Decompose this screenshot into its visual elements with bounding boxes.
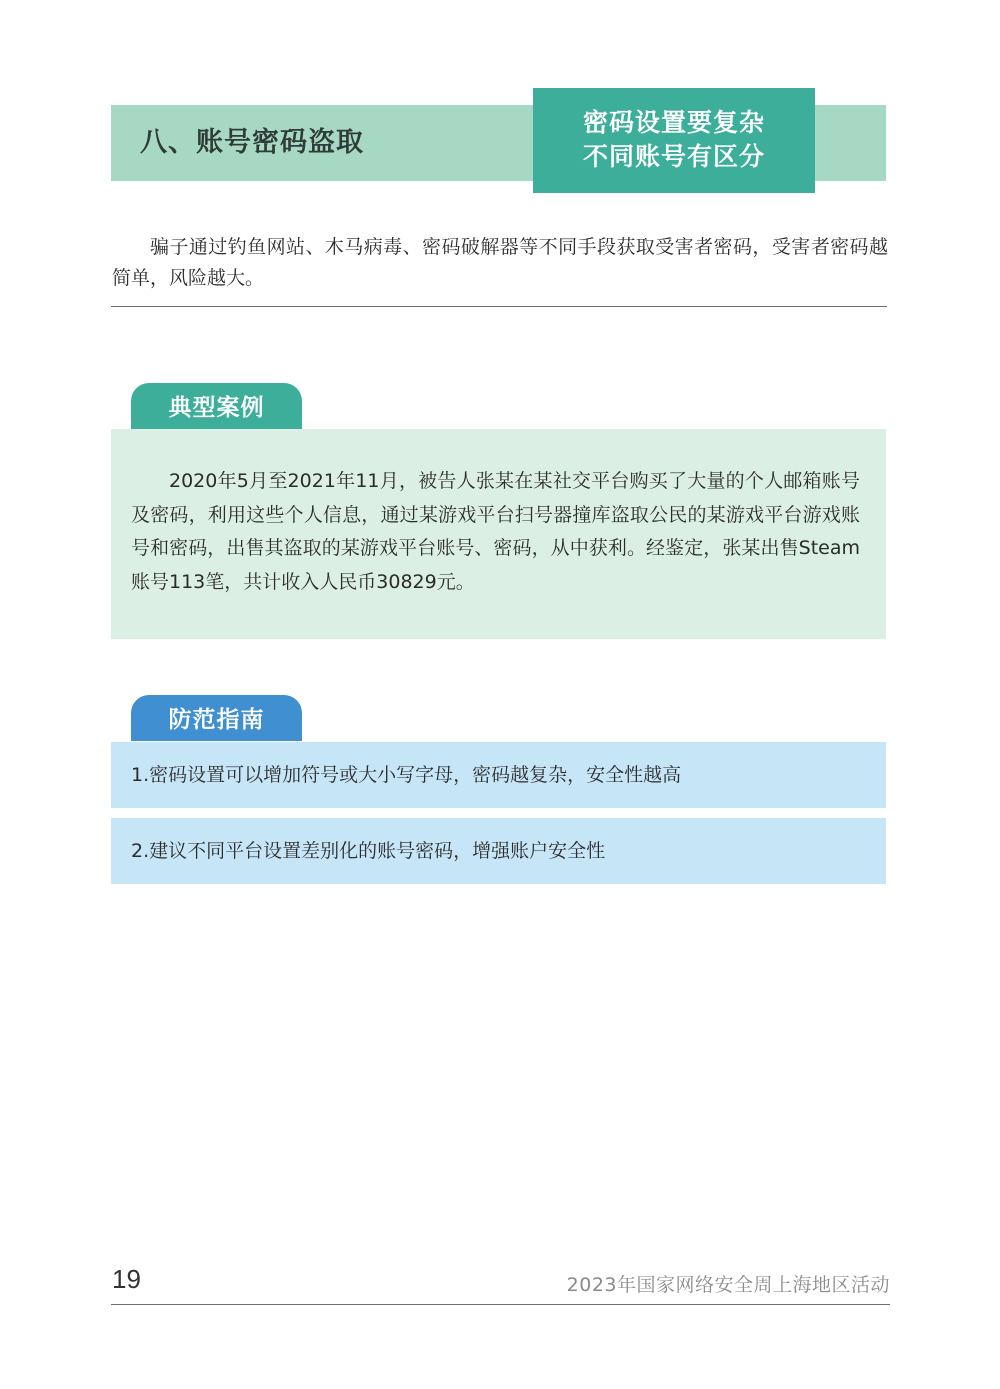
slogan-line-2: 不同账号有区分	[582, 142, 765, 171]
footer-rule	[111, 1304, 890, 1305]
slogan-box	[533, 88, 815, 193]
footer-title: 2023年国家网络安全周上海地区活动	[566, 1274, 890, 1296]
case-tab-label: 典型案例	[131, 383, 302, 429]
page-number: 19	[112, 1264, 141, 1294]
case-text: 2020年5月至2021年11月，被告人张某在某社交平台购买了大量的个人邮箱账号及密码，利用这些个人信息，通过某游戏平台扫号器撞库盗取公民的某游戏平台游戏账号和密码，出售其盗取的某游戏平台账号、密码，从中获利。经鉴定，张某出售Steam账号113笔，共计收入人民币30829元。	[131, 470, 860, 593]
slogan-line-1: 密码设置要复杂	[582, 108, 765, 137]
guide-item-1: 1.密码设置可以增加符号或大小写字母，密码越复杂，安全性越高	[111, 742, 886, 808]
guide-tab-label: 防范指南	[131, 695, 302, 741]
section-divider	[111, 306, 887, 307]
section-title: 八、账号密码盗取	[140, 127, 364, 158]
guide-item-2: 2.建议不同平台设置差别化的账号密码，增强账户安全性	[111, 818, 886, 884]
intro-paragraph: 骗子通过钓鱼网站、木马病毒、密码破解器等不同手段获取受害者密码，受害者密码越简单，风险越大。	[112, 236, 888, 289]
case-box	[111, 429, 886, 639]
